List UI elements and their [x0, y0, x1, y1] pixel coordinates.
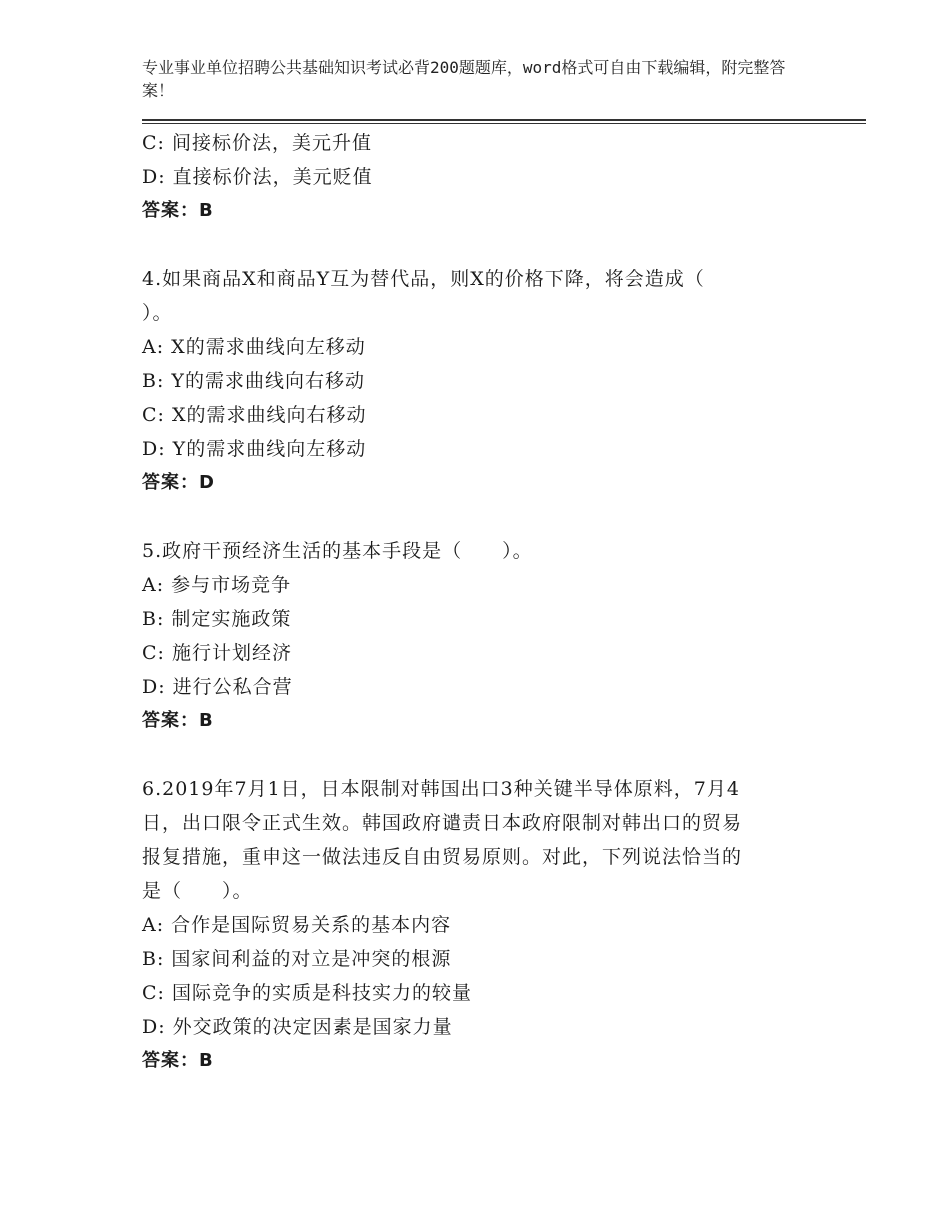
option-a: A: 合作是国际贸易关系的基本内容	[142, 914, 452, 936]
option-c: C: 间接标价法，美元升值	[142, 132, 372, 154]
option-b: B: 制定实施政策	[142, 608, 292, 630]
page-header: 专业事业单位招聘公共基础知识考试必背200题题库，word格式可自由下载编辑，附完整答案！	[142, 58, 786, 100]
option-a: A: X的需求曲线向左移动	[142, 336, 366, 358]
question-3-continuation	[142, 126, 822, 228]
question-stem: 报复措施，重申这一做法违反自由贸易原则。对此，下列说法恰当的	[142, 846, 743, 868]
question-stem: 是（ ）。	[142, 880, 253, 902]
answer: 答案：D	[142, 472, 215, 493]
header-divider	[142, 119, 866, 124]
spacer	[142, 738, 822, 772]
answer: 答案：B	[142, 710, 214, 731]
option-d: D: Y的需求曲线向左移动	[142, 438, 367, 460]
option-a: A: 参与市场竞争	[142, 574, 292, 596]
option-b: B: Y的需求曲线向右移动	[142, 370, 365, 392]
question-list	[142, 126, 822, 1078]
question-stem: 5.政府干预经济生活的基本手段是（ ）。	[142, 540, 533, 562]
question-6	[142, 772, 822, 1078]
spacer	[142, 500, 822, 534]
spacer	[142, 228, 822, 262]
answer: 答案：B	[142, 200, 214, 221]
question-stem: 6.2019年7月1日，日本限制对韩国出口3种关键半导体原料，7月4	[142, 778, 740, 800]
option-b: B: 国家间利益的对立是冲突的根源	[142, 948, 452, 970]
option-c: C: 施行计划经济	[142, 642, 292, 664]
option-d: D: 直接标价法，美元贬值	[142, 166, 373, 188]
option-d: D: 外交政策的决定因素是国家力量	[142, 1016, 453, 1038]
question-4	[142, 262, 822, 500]
option-c: C: X的需求曲线向右移动	[142, 404, 367, 426]
question-stem: 日，出口限令正式生效。韩国政府谴责日本政府限制对韩出口的贸易	[142, 812, 743, 834]
answer: 答案：B	[142, 1050, 214, 1071]
option-c: C: 国际竞争的实质是科技实力的较量	[142, 982, 472, 1004]
question-5	[142, 534, 822, 738]
question-stem: ）。	[142, 302, 173, 324]
option-d: D: 进行公私合营	[142, 676, 293, 698]
question-stem: 4.如果商品X和商品Y互为替代品，则X的价格下降，将会造成（	[142, 268, 705, 290]
